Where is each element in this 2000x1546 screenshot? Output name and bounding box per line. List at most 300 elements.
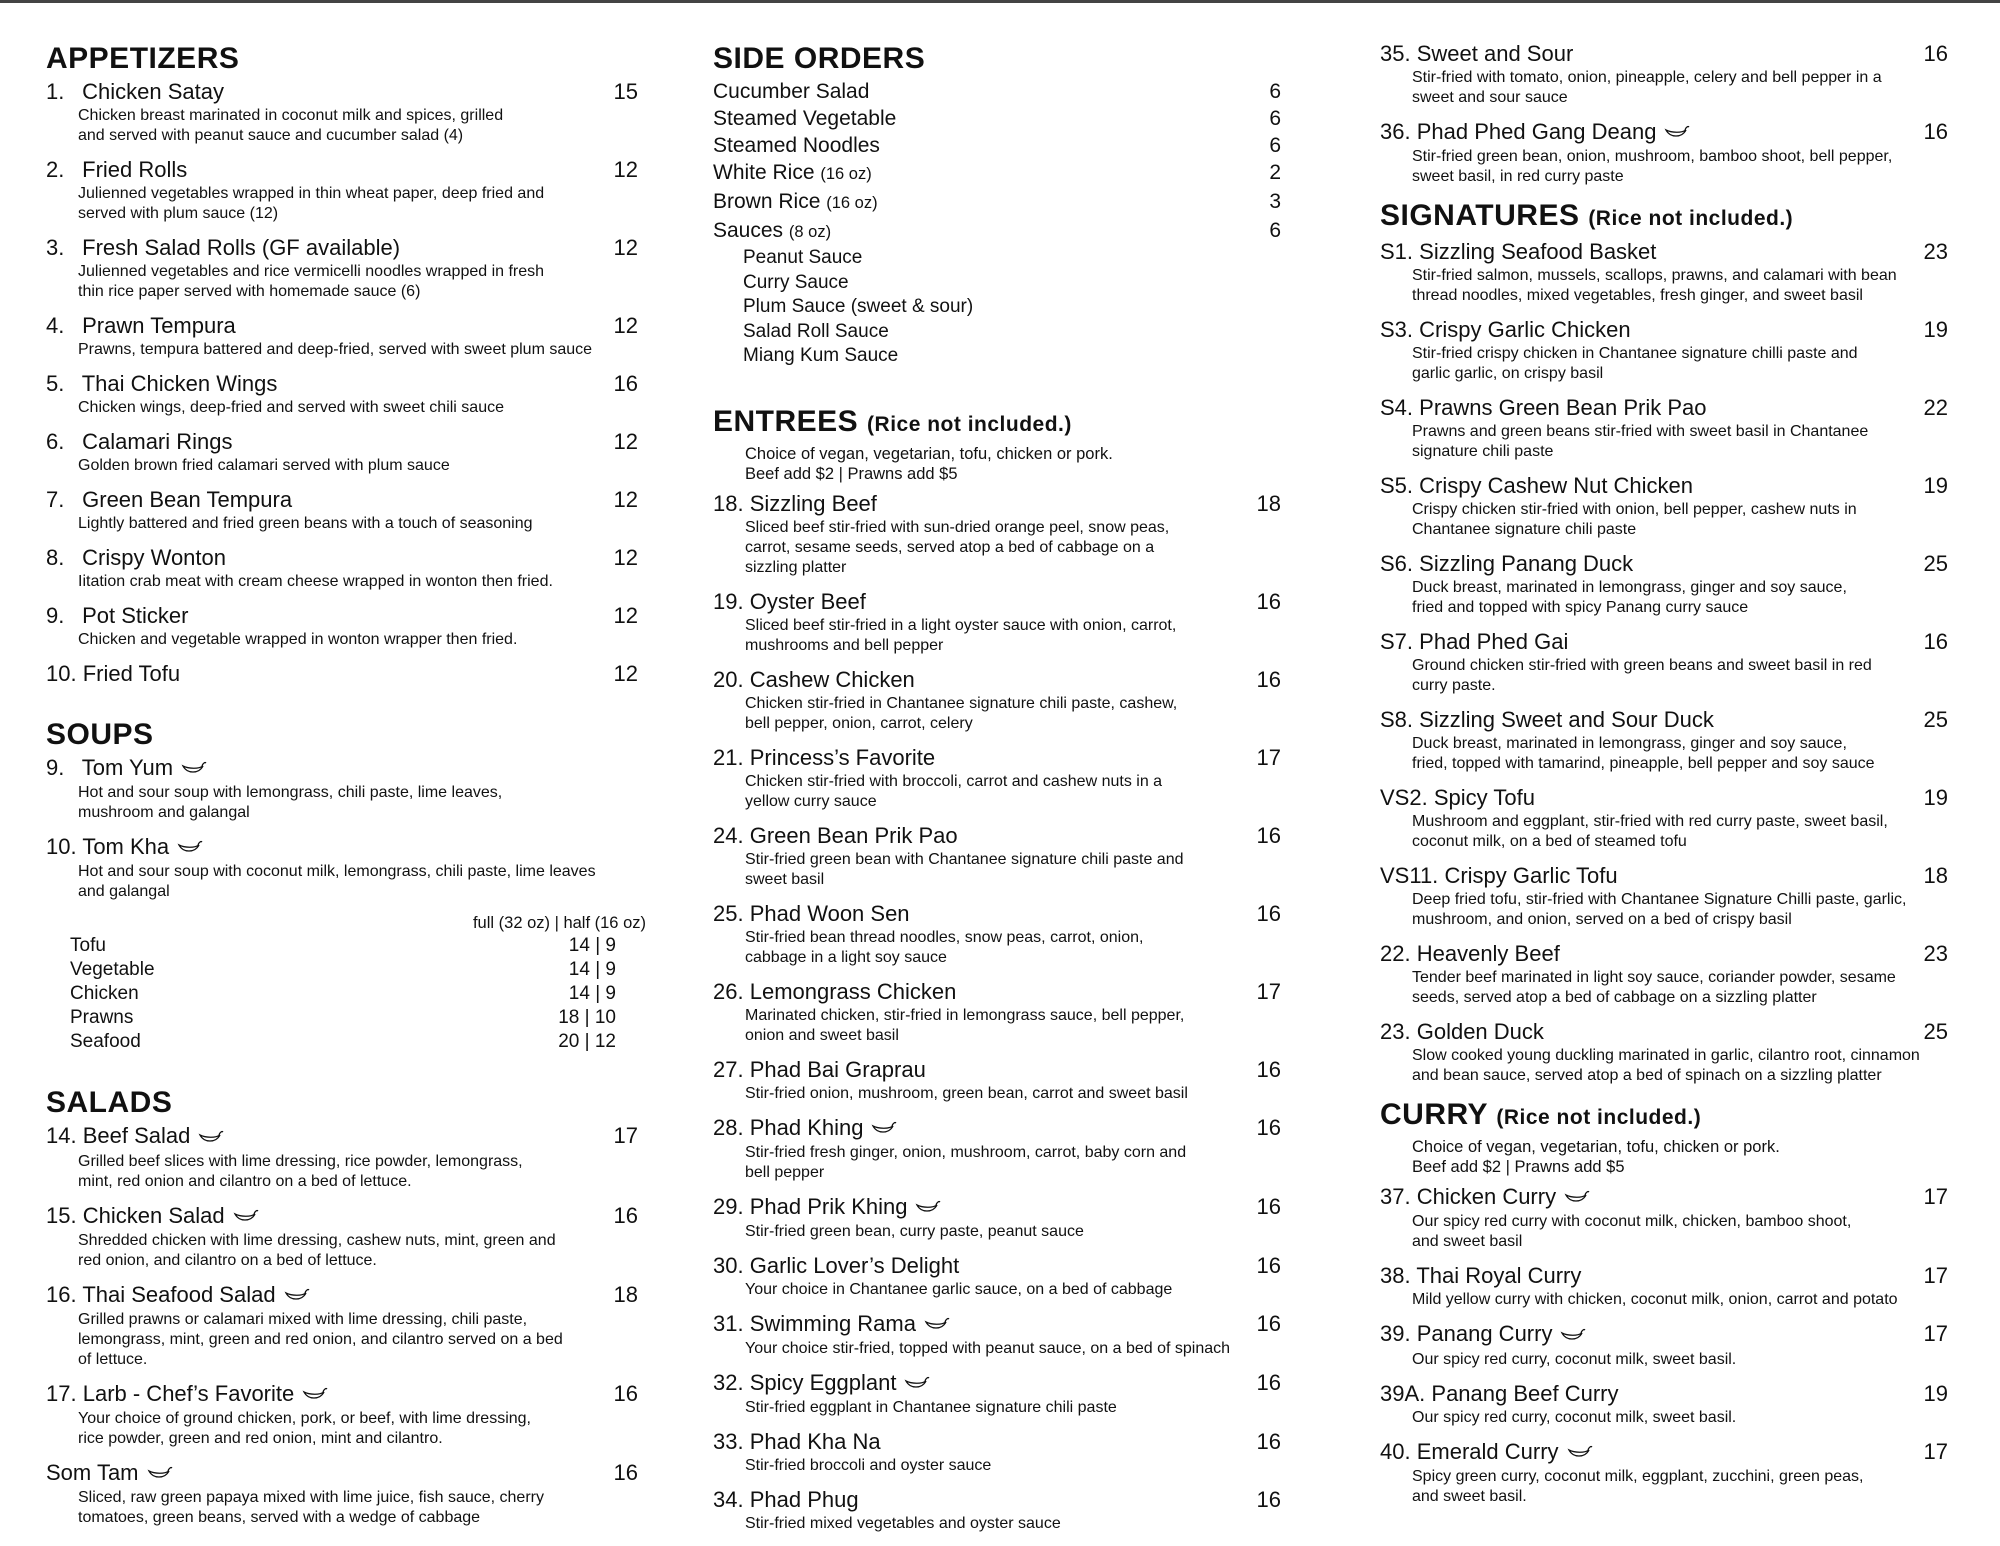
menu-item-number: 26. (713, 978, 744, 1004)
menu-item-title (1380, 40, 1573, 68)
chili-pepper-icon (904, 1370, 930, 1398)
menu-item-price: 18 (1256, 490, 1281, 516)
menu-item-name: Sizzling Panang Duck (1419, 551, 1634, 577)
menu-item-description: Stir-fried broccoli and oyster sauce (745, 1457, 992, 1475)
menu-item-title (713, 1193, 941, 1222)
menu-item-price: 16 (1256, 822, 1281, 848)
menu-item-name: Larb - Chef’s Favorite (82, 1380, 295, 1406)
menu-item-title (46, 486, 292, 514)
menu-item-name: Fresh Salad Rolls (GF available) (82, 235, 401, 260)
soup-price: 14 | 9 (568, 959, 616, 981)
menu-item-title (46, 602, 189, 630)
top-border (0, 0, 2000, 3)
menu-item-description: Grilled prawns or calamari mixed with lime dressing, chili paste, lemongrass, mint, green and red onion, and cilantro served on a bed of lettuce. (78, 1310, 563, 1368)
menu-item-description: Stir-fried crispy chicken in Chantanee signature chilli paste and garlic garlic, on crispy basil (1412, 345, 1858, 383)
sauce-item: Peanut Sauce (743, 247, 863, 268)
menu-item-header (46, 1122, 646, 1151)
soup-protein: Tofu (70, 935, 106, 957)
menu-item-description: Our spicy red curry, coconut milk, sweet basil. (1412, 1350, 1737, 1368)
menu-item-price: 16 (1256, 588, 1281, 614)
menu-item-price: 12 (613, 603, 638, 628)
menu-item-name: Phad Phug (749, 1487, 859, 1513)
menu-item-number: 9. (46, 755, 65, 780)
menu-item-title (46, 1281, 310, 1310)
menu-item-header (1380, 784, 1956, 812)
menu-item-price: 16 (1256, 1370, 1281, 1396)
section-title-soups: SOUPS (46, 718, 154, 751)
side-order-name: White Rice (713, 161, 815, 184)
menu-column-3 (1380, 40, 1956, 1517)
menu-item-header (713, 900, 1289, 928)
menu-item (1380, 40, 1956, 108)
menu-item-title (1380, 118, 1690, 147)
menu-item-number: 1. (46, 79, 65, 104)
menu-item (713, 1486, 1289, 1534)
menu-item-name: Crispy Garlic Chicken (1419, 317, 1631, 343)
entrees-title-text: ENTREES (713, 404, 859, 438)
menu-item-number: 33. (713, 1429, 744, 1455)
menu-item-title (46, 1459, 173, 1488)
side-order-price: 6 (1269, 219, 1281, 242)
menu-item-header (713, 588, 1289, 616)
menu-item (713, 1369, 1289, 1418)
menu-item-price: 23 (1923, 941, 1948, 967)
menu-item-title (713, 744, 935, 772)
menu-item-number: 17. (46, 1380, 77, 1406)
menu-item-number: 31. (713, 1310, 744, 1336)
menu-item-header (713, 666, 1289, 694)
menu-item-title (713, 1056, 926, 1084)
menu-item (713, 1056, 1289, 1104)
side-orders-list (713, 78, 1289, 246)
menu-item-title (1380, 1320, 1586, 1349)
menu-item (713, 822, 1289, 890)
menu-item-price: 16 (1256, 1252, 1281, 1278)
menu-item-price: 12 (613, 661, 638, 686)
menu-item-description: Slow cooked young duckling marinated in garlic, cilantro root, cinnamon and bean sauce, served atop a bed of spinach on a sizzling platter (1412, 1047, 1920, 1085)
menu-item-header (1380, 1320, 1956, 1349)
menu-item (1380, 472, 1956, 540)
sauce-item: Curry Sauce (743, 271, 849, 293)
menu-item-title (1380, 1262, 1581, 1290)
menu-item-title (713, 1310, 950, 1339)
menu-item-header (1380, 472, 1956, 500)
menu-item-header (46, 312, 646, 340)
menu-item-title (1380, 472, 1693, 500)
menu-item-name: Panang Curry (1416, 1321, 1553, 1347)
curry-title-text: CURRY (1380, 1098, 1488, 1132)
chili-pepper-icon (1560, 1322, 1586, 1350)
menu-item (713, 900, 1289, 968)
menu-item-number: 28. (713, 1114, 744, 1140)
menu-item-header (713, 1310, 1289, 1339)
menu-item-header (46, 78, 646, 106)
soup-protein: Prawns (70, 1007, 134, 1029)
menu-item (1380, 1320, 1956, 1369)
menu-item-name: Panang Beef Curry (1431, 1380, 1619, 1406)
sauce-item: Salad Roll Sauce (743, 320, 889, 342)
menu-item-title (1380, 940, 1560, 968)
menu-item-header (1380, 238, 1956, 266)
menu-item-name: Sweet and Sour (1416, 41, 1574, 66)
menu-item-name: Fried Rolls (82, 157, 188, 182)
menu-item-name: Garlic Lover’s Delight (749, 1252, 960, 1278)
menu-item-price: 18 (613, 1281, 638, 1307)
menu-item-description: Tender beef marinated in light soy sauce, coriander powder, sesame seeds, served atop a bed of cabbage on a sizzling platter (1412, 969, 1896, 1007)
menu-item-header (1380, 862, 1956, 890)
menu-item-title (46, 78, 224, 106)
menu-item-name: Crispy Garlic Tofu (1444, 863, 1618, 889)
chili-pepper-icon (147, 1460, 173, 1488)
menu-item-header (713, 1114, 1289, 1143)
menu-item-description: Chicken breast marinated in coconut milk and spices, grilled and served with peanut sauce and cucumber salad (4) (78, 107, 504, 144)
menu-item-header (1380, 1380, 1956, 1408)
menu-item-description: Our spicy red curry, coconut milk, sweet basil. (1412, 1408, 1737, 1426)
side-order-price: 6 (1269, 134, 1281, 157)
side-order-row (713, 78, 1289, 105)
menu-item-header (46, 754, 646, 783)
menu-item-price: 12 (613, 157, 638, 182)
menu-item-title (1380, 394, 1707, 422)
menu-item-number: S7. (1380, 629, 1414, 655)
menu-item-price: 17 (1256, 978, 1281, 1004)
menu-item-header (713, 1252, 1289, 1280)
side-order-name: Sauces (713, 219, 784, 242)
sauces-list (713, 246, 1289, 369)
side-order-price: 3 (1269, 190, 1281, 213)
menu-item-name: Phad Kha Na (749, 1429, 881, 1455)
menu-item-description: Grilled beef slices with lime dressing, rice powder, lemongrass, mint, red onion and cilantro on a bed of lettuce. (78, 1152, 523, 1190)
signatures-title-text: SIGNATURES (1380, 199, 1580, 233)
menu-item-description: Julienned vegetables and rice vermicelli noodles wrapped in fresh thin rice paper served with homemade sauce (6) (78, 263, 545, 300)
entrees-continued-list (1380, 40, 1956, 187)
menu-item-name: Fried Tofu (82, 661, 181, 686)
menu-item-header (713, 1486, 1289, 1514)
side-order-row (713, 105, 1289, 132)
menu-item-header (1380, 394, 1956, 422)
menu-item-description: Sliced beef stir-fried in a light oyster sauce with onion, carrot, mushrooms and bell pepper (745, 616, 1177, 654)
menu-item (1380, 1438, 1956, 1507)
menu-item-description: Chicken and vegetable wrapped in wonton wrapper then fried. (78, 631, 518, 648)
menu-item-number: 34. (713, 1487, 744, 1513)
menu-item-name: Thai Chicken Wings (81, 371, 278, 396)
side-order-price: 2 (1269, 161, 1281, 184)
menu-item-description: Marinated chicken, stir-fried in lemongrass sauce, bell pepper, onion and sweet basil (745, 1006, 1185, 1044)
menu-item-name: Green Bean Tempura (82, 487, 293, 512)
menu-item (1380, 394, 1956, 462)
menu-item-price: 12 (613, 235, 638, 260)
side-order-row (713, 188, 1289, 217)
menu-item (713, 1428, 1289, 1476)
menu-item-number: 23. (1380, 1019, 1411, 1045)
menu-item-number: 16. (46, 1281, 77, 1307)
chili-pepper-icon (1664, 119, 1690, 147)
soup-price-row (70, 1030, 616, 1054)
side-order-label (713, 188, 878, 217)
menu-item-description: Stir-fried salmon, mussels, scallops, prawns, and calamari with bean thread noodles, mixed vegetables, fresh ginger, and sweet basil (1412, 267, 1897, 305)
menu-item-price: 19 (1923, 1380, 1948, 1406)
menu-item-price: 12 (613, 429, 638, 454)
menu-item-title (713, 822, 958, 850)
menu-item-description: Duck breast, marinated in lemongrass, ginger and soy sauce, fried and topped with spicy Panang curry sauce (1412, 579, 1847, 617)
menu-item-header (46, 833, 646, 862)
soup-price: 18 | 10 (558, 1007, 616, 1029)
side-order-price: 6 (1269, 107, 1281, 130)
menu-item (1380, 940, 1956, 1008)
menu-item (1380, 238, 1956, 306)
menu-item-name: Crispy Cashew Nut Chicken (1419, 473, 1694, 499)
menu-item-price: 17 (1923, 1438, 1948, 1464)
soup-size-header: full (32 oz) | half (16 oz) (472, 914, 646, 933)
menu-item-description: Crispy chicken stir-fried with onion, bell pepper, cashew nuts in Chantanee signature chili paste (1412, 501, 1857, 539)
menu-item-number: 19. (713, 588, 744, 614)
menu-item-title (46, 754, 207, 783)
menu-item-price: 17 (613, 1123, 638, 1149)
menu-item-number: 15. (46, 1202, 77, 1228)
menu-item (1380, 316, 1956, 384)
menu-item-header (46, 370, 646, 398)
chili-pepper-icon (284, 1282, 310, 1310)
menu-item-description: Spicy green curry, coconut milk, eggplant, zucchini, green peas, and sweet basil. (1412, 1467, 1864, 1505)
menu-item-price: 16 (1256, 1310, 1281, 1336)
menu-item-description: Duck breast, marinated in lemongrass, ginger and soy sauce, fried, topped with tamarind, pineapple, bell pepper and soy sauce (1412, 735, 1875, 773)
menu-item-price: 16 (613, 1460, 638, 1486)
menu-item-header (1380, 1262, 1956, 1290)
signatures-rice-note: (Rice not included.) (1588, 207, 1794, 231)
menu-item-description: Chicken wings, deep-fried and served with sweet chili sauce (78, 399, 504, 416)
menu-item (1380, 1018, 1956, 1086)
menu-item-number: 4. (46, 313, 65, 338)
menu-item-header (713, 1428, 1289, 1456)
menu-item-title (1380, 706, 1714, 734)
menu-item-price: 16 (613, 371, 638, 396)
section-title-entrees (713, 403, 1289, 444)
menu-item-description: Mild yellow curry with chicken, coconut milk, onion, carrot and potato (1412, 1291, 1898, 1309)
soup-price: 14 | 9 (568, 983, 616, 1005)
side-order-label (713, 105, 896, 132)
menu-item-description: Stir-fried green bean, curry paste, peanut sauce (745, 1222, 1084, 1240)
chili-pepper-icon (233, 1203, 259, 1231)
section-title-curry (1380, 1096, 1956, 1137)
menu-item (46, 1459, 646, 1528)
menu-item-title (46, 1380, 328, 1409)
menu-item-name: Swimming Rama (749, 1310, 916, 1336)
menu-item-price: 19 (1923, 785, 1948, 811)
menu-item-number: S3. (1380, 317, 1414, 343)
menu-item-number: 39. (1380, 1321, 1411, 1347)
menu-item-description: Lightly battered and fried green beans with a touch of seasoning (78, 515, 533, 532)
menu-item-price: 22 (1923, 395, 1948, 421)
menu-item (46, 833, 646, 902)
menu-item-title (713, 1114, 897, 1143)
menu-item-title (1380, 628, 1568, 656)
menu-item-header (46, 1202, 646, 1231)
menu-item (46, 370, 646, 418)
menu-item-name: Prawns Green Bean Prik Pao (1419, 395, 1707, 421)
menu-item-title (1380, 316, 1631, 344)
chili-pepper-icon (871, 1115, 897, 1143)
menu-item-number: 18. (713, 490, 744, 516)
menu-item-number: 22. (1380, 941, 1411, 967)
menu-item-header (1380, 1438, 1956, 1467)
menu-item-description: Stir-fried with tomato, onion, pineapple, celery and bell pepper in a sweet and sour sauce (1412, 69, 1882, 106)
menu-item-name: Phad Khing (749, 1114, 864, 1140)
menu-item-price: 12 (613, 487, 638, 512)
side-order-label (713, 217, 831, 246)
menu-item-name: Green Bean Prik Pao (749, 822, 958, 848)
soup-protein: Seafood (70, 1031, 141, 1053)
menu-item (713, 978, 1289, 1046)
sauce-item: Plum Sauce (sweet & sour) (743, 296, 974, 317)
menu-item (46, 1202, 646, 1271)
menu-item-title (46, 544, 226, 572)
menu-item-title (46, 370, 277, 398)
chili-pepper-icon (177, 834, 203, 862)
menu-item-title (46, 156, 187, 184)
menu-item-number: 6. (46, 429, 65, 454)
chili-pepper-icon (1567, 1439, 1593, 1467)
menu-item-number: 30. (713, 1252, 744, 1278)
side-order-label (713, 132, 880, 159)
entrees-rice-note: (Rice not included.) (867, 412, 1072, 436)
menu-item-price: 17 (1923, 1321, 1948, 1347)
menu-item (713, 1252, 1289, 1300)
menu-item-number: 7. (46, 487, 65, 512)
menu-item-price: 17 (1923, 1184, 1948, 1210)
menu-item-number: 21. (713, 744, 744, 770)
menu-item-title (1380, 1438, 1593, 1467)
menu-item-description: Julienned vegetables wrapped in thin wheat paper, deep fried and served with plum sauce (12) (78, 185, 545, 222)
soup-price-row (70, 934, 616, 958)
menu-item-price: 16 (1256, 1487, 1281, 1513)
menu-item-price: 12 (613, 313, 638, 338)
menu-item-price: 17 (1256, 744, 1281, 770)
menu-item-price: 25 (1923, 1019, 1948, 1045)
menu-item-number: 24. (713, 822, 744, 848)
menu-item (1380, 706, 1956, 774)
menu-item-description: Chicken stir-fried in Chantanee signature chili paste, cashew, bell pepper, onion, carrot, celery (745, 694, 1178, 732)
menu-item-price: 17 (1923, 1263, 1948, 1289)
menu-item-name: Chicken Salad (82, 1202, 225, 1228)
menu-column-2 (713, 40, 1289, 1544)
menu-item-price: 23 (1923, 239, 1948, 265)
menu-item-name: Phad Woon Sen (749, 900, 910, 926)
menu-item-description: Stir-fried green bean with Chantanee signature chili paste and sweet basil (745, 850, 1184, 888)
menu-item-name: Emerald Curry (1416, 1438, 1559, 1464)
menu-item-description: Prawns and green beans stir-fried with sweet basil in Chantanee signature chili paste (1412, 423, 1869, 461)
soup-protein: Chicken (70, 983, 139, 1005)
menu-item-title (46, 234, 400, 262)
menu-item-name: Pot Sticker (82, 603, 189, 628)
menu-column-1 (46, 40, 646, 1538)
menu-item-name: Chicken Curry (1416, 1184, 1557, 1210)
menu-item-name: Phad Phed Gai (1419, 629, 1569, 655)
menu-item-name: Sizzling Seafood Basket (1419, 239, 1657, 265)
menu-item-number: VS2. (1380, 785, 1428, 811)
menu-item-header (1380, 628, 1956, 656)
menu-item-title (46, 1202, 259, 1231)
menu-item-number: 27. (713, 1056, 744, 1082)
menu-item-header (1380, 550, 1956, 578)
menu-item (713, 666, 1289, 734)
menu-item-number: S1. (1380, 239, 1414, 265)
menu-item-header (1380, 40, 1956, 68)
menu-item-name: Spicy Tofu (1433, 785, 1535, 811)
menu-item (713, 1310, 1289, 1359)
menu-item-title (713, 900, 910, 928)
menu-item-header (46, 1281, 646, 1310)
menu-item-name: Cashew Chicken (749, 666, 915, 692)
menu-item-name: Thai Seafood Salad (82, 1281, 276, 1307)
menu-item-number: S8. (1380, 707, 1414, 733)
menu-item-description: Your choice in Chantanee garlic sauce, on a bed of cabbage (745, 1280, 1173, 1298)
curry-description: Choice of vegan, vegetarian, tofu, chicken or pork. Beef add $2 | Prawns add $5 (1412, 1138, 1780, 1177)
menu-item-header (1380, 1183, 1956, 1212)
menu-item (1380, 628, 1956, 696)
side-order-size: (16 oz) (826, 194, 878, 212)
side-order-size: (16 oz) (820, 165, 872, 183)
chili-pepper-icon (924, 1311, 950, 1339)
menu-item-description: Shredded chicken with lime dressing, cashew nuts, mint, green and red onion, and cilantro on a bed of lettuce. (78, 1231, 556, 1269)
section-title-appetizers: APPETIZERS (46, 42, 240, 75)
section-title-salads: SALADS (46, 1086, 173, 1120)
menu-item-number: 36. (1380, 119, 1411, 144)
menu-item (1380, 862, 1956, 930)
side-order-size: (8 oz) (788, 223, 832, 241)
side-order-label (713, 159, 872, 188)
menu-item-header (46, 486, 646, 514)
menu-item-header (46, 660, 646, 688)
side-order-label (713, 78, 869, 105)
menu-item-description: Your choice of ground chicken, pork, or beef, with lime dressing, rice powder, green and red onion, mint and cilantro. (78, 1410, 531, 1448)
menu-item-title (1380, 1183, 1590, 1212)
signatures-list (1380, 238, 1956, 1086)
menu-item-title (713, 490, 877, 518)
menu-item-title (46, 660, 180, 688)
menu-item-title (1380, 550, 1633, 578)
menu-item (46, 1380, 646, 1449)
menu-item-price: 16 (1256, 1056, 1281, 1082)
menu-item-number: S5. (1380, 473, 1414, 499)
menu-item-name: Chicken Satay (82, 79, 224, 104)
soup-price: 20 | 12 (558, 1031, 616, 1053)
menu-item-name: Golden Duck (1416, 1019, 1544, 1045)
menu-item-price: 16 (613, 1202, 638, 1228)
menu-item-description: Hot and sour soup with lemongrass, chili paste, lime leaves, mushroom and galangal (78, 784, 503, 822)
menu-item-header (1380, 940, 1956, 968)
side-order-name: Steamed Noodles (713, 134, 880, 157)
menu-item-price: 16 (1923, 629, 1948, 655)
menu-item-name: Som Tam (46, 1460, 139, 1486)
menu-item (713, 490, 1289, 578)
menu-item-header (46, 156, 646, 184)
menu-item-number: 3. (46, 235, 65, 260)
menu-item-description: Golden brown fried calamari served with plum sauce (78, 457, 450, 474)
menu-item (713, 1193, 1289, 1242)
menu-item-price: 16 (1256, 1193, 1281, 1219)
menu-item-title (1380, 1018, 1544, 1046)
menu-item (1380, 784, 1956, 852)
menu-item-description: Chicken stir-fried with broccoli, carrot and cashew nuts in a yellow curry sauce (745, 772, 1163, 810)
menu-item-number: S6. (1380, 551, 1414, 577)
menu-item-title (1380, 1380, 1619, 1408)
menu-item-number: 20. (713, 666, 744, 692)
menu-item-header (1380, 1018, 1956, 1046)
menu-item-header (1380, 706, 1956, 734)
soup-price-row (70, 982, 616, 1006)
menu-item-description: Our spicy red curry with coconut milk, chicken, bamboo shoot, and sweet basil (1412, 1213, 1852, 1251)
menu-item (1380, 1183, 1956, 1252)
